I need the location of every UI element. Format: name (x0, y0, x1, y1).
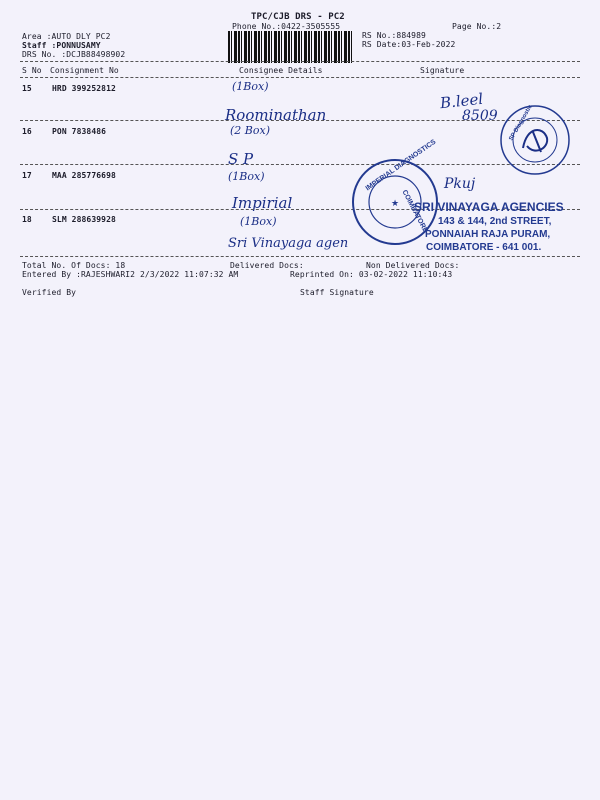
stamp-text-bottom: COIMBATORE (400, 189, 429, 234)
column-header-signature: Signature (420, 66, 465, 75)
box-count: (1Box) (240, 215, 277, 228)
document-title: TPC/CJB DRS - PC2 (251, 12, 345, 22)
row-consignment-no: HRD 399252812 (52, 84, 116, 93)
divider (20, 61, 580, 62)
column-header-consignee: Consignee Details (239, 66, 323, 75)
column-header-consignment: Consignment No (50, 66, 119, 75)
delivered-docs: Delivered Docs: (230, 261, 304, 270)
area-label: Area :AUTO DLY PC2 (22, 32, 111, 41)
box-count: (1Box) (232, 80, 269, 93)
row-consignment-no: SLM 288639928 (52, 215, 116, 224)
box-count: (2 Box) (230, 124, 270, 137)
consignee-name: Roominathan (225, 106, 327, 124)
svg-text:★: ★ (390, 198, 400, 208)
consignee-name: Sri Vinayaga agen (228, 236, 349, 251)
divider (20, 164, 580, 165)
page-number: Page No.:2 (452, 22, 502, 31)
rs-number: RS No.:884989 (362, 31, 426, 40)
stamp-circle-icon (497, 102, 573, 178)
non-delivered-docs: Non Delivered Docs: (366, 261, 460, 270)
staff-signature-label: Staff Signature (300, 288, 374, 297)
drs-number: DRS No. :DCJB88498902 (22, 50, 126, 59)
agency-name: SRI VINAYAGA AGENCIES (414, 200, 564, 214)
barcode (228, 31, 354, 63)
stamp-text-top: IMPERIAL DIAGNOSTICS (364, 138, 438, 193)
divider (20, 256, 580, 257)
signature-3: Pkuj (444, 176, 476, 192)
column-header-sno: S No (22, 66, 42, 75)
divider (20, 77, 580, 78)
rs-date: RS Date:03-Feb-2022 (362, 40, 456, 49)
signature-1-line1: B.leel (439, 89, 484, 113)
reprinted-on: Reprinted On: 03-02-2022 11:10:43 (290, 270, 453, 279)
agency-address-line2: PONNAIAH RAJA PURAM, (425, 229, 551, 240)
verified-by-label: Verified By (22, 288, 77, 297)
sp-diagnostic-stamp (497, 102, 573, 178)
signature-1-line2: 8509 (462, 108, 498, 124)
consignee-name: Impirial (232, 194, 293, 212)
phone-number: Phone No.:0422-3505555 (232, 22, 341, 31)
row-sno: 17 (22, 171, 32, 180)
consignee-name: S P (228, 150, 254, 168)
entered-by: Entered By :RAJESHWARI2 2/3/2022 11:07:32 AM (22, 270, 239, 279)
row-consignment-no: PON 7838486 (52, 127, 107, 136)
stamp-text: SP Diagnostic (508, 104, 534, 142)
row-consignment-no: MAA 285776698 (52, 171, 116, 180)
row-sno: 15 (22, 84, 32, 93)
agency-address-line1: 143 & 144, 2nd STREET, (438, 216, 552, 227)
row-sno: 18 (22, 215, 32, 224)
agency-address-line3: COIMBATORE - 641 001. (426, 242, 542, 253)
staff-label: Staff :PONNUSAMY (22, 41, 101, 50)
box-count: (1Box) (228, 170, 265, 183)
total-docs: Total No. Of Docs: 18 (22, 261, 126, 270)
row-sno: 16 (22, 127, 32, 136)
